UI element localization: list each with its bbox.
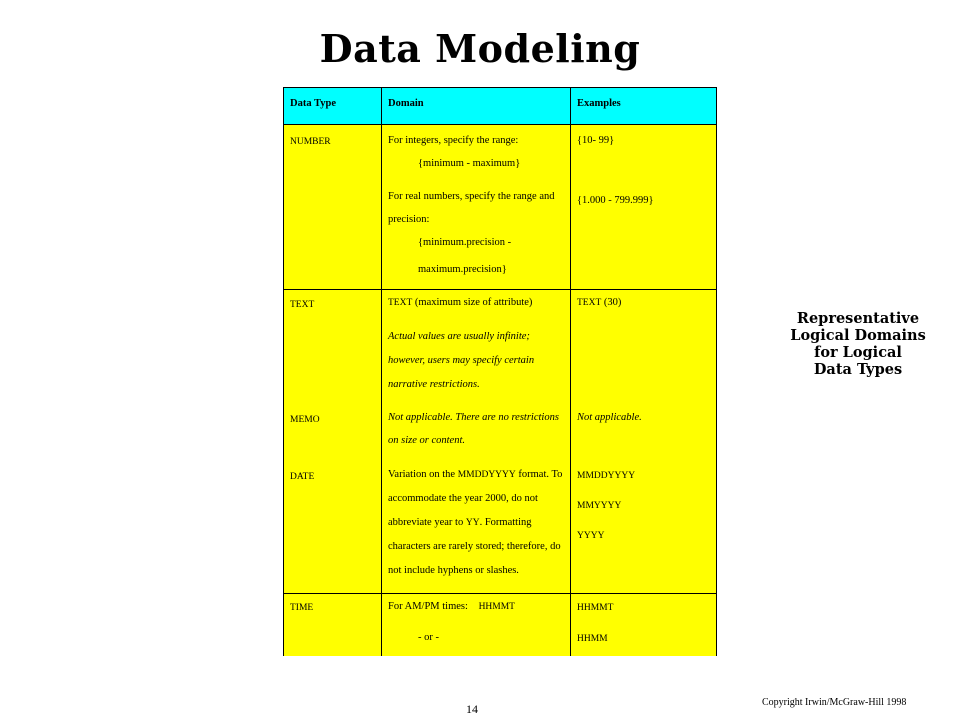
type-time: TIME	[290, 603, 314, 613]
text-domain-code: TEXT	[388, 298, 413, 308]
time-domain-pre: For AM/PM times:	[388, 601, 468, 612]
text-domain-note: Actual values are usually infinite;	[388, 331, 530, 342]
memo-domain-line: on size or content.	[388, 435, 465, 446]
side-caption-line: Data Types	[813, 361, 903, 378]
copyright-notice: Copyright Irwin/McGraw-Hill 1998	[762, 697, 907, 708]
number-domain-line: {minimum - maximum}	[418, 158, 521, 169]
number-domain-line: {minimum.precision -	[418, 237, 512, 248]
column-divider	[381, 88, 382, 656]
date-domain-line	[388, 511, 532, 535]
date-domain-line: accommodate the year 2000, do not	[388, 493, 538, 504]
date-example: MMDDYYYY	[577, 471, 636, 481]
number-domain-line: For integers, specify the range:	[388, 135, 519, 146]
type-memo: MEMO	[290, 415, 320, 425]
text-domain-rest: (maximum size of attribute)	[414, 297, 533, 308]
type-text: TEXT	[290, 300, 315, 310]
text-domain-note: narrative restrictions.	[388, 379, 480, 390]
header-domain: Domain	[388, 98, 424, 109]
number-example: {10- 99}	[577, 135, 615, 146]
date-domain-line: characters are rarely stored; therefore, do	[388, 541, 561, 552]
side-caption	[768, 310, 948, 378]
time-domain-line: - or -	[418, 632, 439, 643]
text-example	[577, 291, 621, 315]
header-examples: Examples	[577, 98, 621, 109]
date-domain-code: MMDDYYYY	[457, 470, 516, 480]
text-domain-note: however, users may specify certain	[388, 355, 535, 366]
time-domain-line	[388, 595, 515, 619]
text-example-code: TEXT	[577, 298, 602, 308]
page-title: Data Modeling	[319, 26, 641, 71]
page-number: 14	[466, 702, 478, 716]
row-divider	[284, 593, 716, 594]
text-domain-line	[388, 291, 532, 315]
date-domain-pre: Variation on the	[388, 469, 456, 480]
number-domain-line: For real numbers, specify the range and	[388, 191, 555, 202]
text-example-rest: (30)	[603, 297, 622, 308]
logical-domains-table	[283, 87, 717, 656]
row-divider	[284, 124, 716, 125]
time-example: HHMM	[577, 634, 608, 644]
header-data-type: Data Type	[290, 98, 336, 109]
type-number: NUMBER	[290, 137, 331, 147]
side-caption-line: for Logical	[814, 344, 902, 361]
date-domain-code: YY	[465, 518, 480, 528]
side-caption-line: Logical Domains	[790, 327, 926, 344]
row-divider	[284, 289, 716, 290]
column-divider	[570, 88, 571, 656]
side-caption-line: Representative	[796, 310, 920, 327]
date-domain-pre: abbreviate year to	[388, 517, 464, 528]
number-domain-line: maximum.precision}	[418, 264, 507, 275]
memo-example: Not applicable.	[577, 412, 642, 423]
table-header-row	[284, 88, 716, 124]
time-example: HHMMT	[577, 603, 614, 613]
date-example: YYYY	[577, 531, 605, 541]
number-example: {1.000 - 799.999}	[577, 195, 654, 206]
number-domain-line: precision:	[388, 214, 430, 225]
memo-domain-line: Not applicable. There are no restrictions	[388, 412, 559, 423]
type-date: DATE	[290, 472, 315, 482]
date-domain-post: . Formatting	[479, 517, 532, 528]
date-domain-post: format. To	[518, 469, 563, 480]
date-example: MMYYYY	[577, 501, 622, 511]
date-domain-line	[388, 463, 562, 487]
time-domain-code: HHMMT	[478, 602, 515, 612]
date-domain-line: not include hyphens or slashes.	[388, 565, 519, 576]
